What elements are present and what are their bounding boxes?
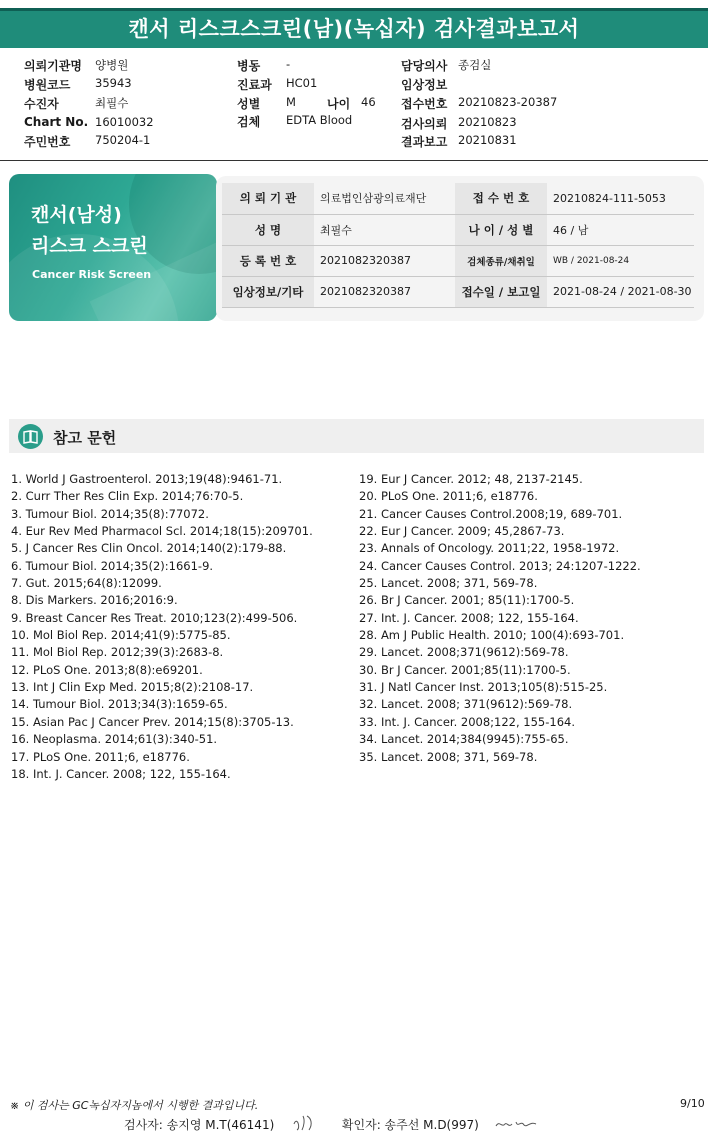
resident-no-value: 750204-1: [95, 133, 151, 147]
receipt-label: 접수번호: [401, 97, 448, 111]
table-row: [222, 245, 694, 276]
report-title: 캔서 리스크스크린(남)(녹십자) 검사결과보고서: [128, 17, 580, 41]
tester: 검사자: 송지영 M.T(46141): [124, 1118, 275, 1132]
result-value: 20210831: [458, 133, 517, 147]
footer-note: ※ 이 검사는 GC녹십자지놈에서 시행한 결과입니다.: [10, 1099, 259, 1112]
reference-item: 29. Lancet. 2008;371(9612):569-78.: [359, 645, 569, 660]
reference-item: 34. Lancet. 2014;384(9945):755-65.: [359, 732, 569, 747]
reference-item: 30. Br J Cancer. 2001;85(11):1700-5.: [359, 662, 571, 677]
table-value: 2021082320387: [314, 245, 455, 276]
receipt-value: 20210823-20387: [458, 95, 558, 109]
reference-item: 8. Dis Markers. 2016;2016:9.: [11, 593, 178, 608]
hero-banner: [9, 174, 217, 321]
reference-item: 2. Curr Ther Res Clin Exp. 2014;76:70-5.: [11, 489, 244, 504]
table-row: [222, 214, 694, 245]
table-value: 46 / 남: [547, 214, 694, 245]
header-divider: [0, 160, 708, 161]
table-label: 임상정보/기타: [222, 276, 314, 307]
reference-item: 22. Eur J Cancer. 2009; 45,2867-73.: [359, 524, 565, 539]
references-header: [9, 419, 704, 453]
reference-item: 3. Tumour Biol. 2014;35(8):77072.: [11, 506, 209, 521]
reference-item: 13. Int J Clin Exp Med. 2015;8(2):2108-17.: [11, 680, 254, 695]
references-list-right: [359, 471, 641, 766]
hospital-code-value: 35943: [95, 76, 132, 90]
reference-item: 19. Eur J Cancer. 2012; 48, 2137-2145.: [359, 472, 583, 486]
confirmer-signature: [494, 1116, 538, 1132]
reference-item: 5. J Cancer Res Clin Oncol. 2014;140(2):179-88.: [11, 541, 287, 556]
reference-item: 12. PLoS One. 2013;8(8):e69201.: [11, 662, 203, 677]
recipient-value: 최필수: [95, 96, 129, 110]
reference-item: 11. Mol Biol Rep. 2012;39(3):2683-8.: [11, 645, 224, 660]
table-label: 접 수 번 호: [455, 183, 547, 214]
institution-value: 양병원: [95, 58, 129, 72]
sex-value: M: [286, 95, 296, 109]
reference-item: 1. World J Gastroenterol. 2013;19(48):9461-71.: [11, 472, 283, 486]
age-label: 나이: [327, 97, 351, 111]
header-info: [0, 55, 708, 159]
hero-title-line1: 캔서(남성): [31, 204, 122, 226]
table-label: 성 명: [222, 214, 314, 245]
table-value: 의료법인삼광의료재단: [314, 183, 455, 214]
reference-item: 23. Annals of Oncology. 2011;22, 1958-1972.: [359, 541, 620, 556]
reference-item: 32. Lancet. 2008; 371(9612):569-78.: [359, 697, 573, 712]
table-label: 의 뢰 기 관: [222, 183, 314, 214]
specimen-label: 검체: [237, 115, 261, 129]
chart-no-value: 16010032: [95, 115, 154, 129]
table-label: 나 이 / 성 별: [455, 214, 547, 245]
reference-item: 10. Mol Biol Rep. 2014;41(9):5775-85.: [11, 628, 231, 643]
reference-item: 21. Cancer Causes Control.2008;19, 689-701.: [359, 506, 623, 521]
reference-item: 6. Tumour Biol. 2014;35(2):1661-9.: [11, 558, 214, 573]
institution-label: 의뢰기관명: [24, 59, 82, 73]
tester-signature: [291, 1110, 319, 1134]
references-list-left: [11, 471, 313, 783]
page-number: 9/10: [680, 1097, 705, 1110]
reference-item: 28. Am J Public Health. 2010; 100(4):693-701.: [359, 628, 625, 643]
reference-item: 4. Eur Rev Med Pharmacol Scl. 2014;18(15):209701.: [11, 524, 313, 539]
table-label: 등 록 번 호: [222, 245, 314, 276]
resident-no-label: 주민번호: [24, 135, 71, 149]
book-icon: [18, 424, 43, 449]
table-row: [222, 183, 694, 214]
recipient-label: 수진자: [24, 97, 59, 111]
reference-item: 18. Int. J. Cancer. 2008; 122, 155-164.: [11, 766, 231, 781]
table-label: 검체종류/채취일: [455, 245, 547, 276]
reference-item: 14. Tumour Biol. 2013;34(3):1659-65.: [11, 697, 228, 712]
report-title-bar: [0, 8, 708, 48]
clinical-label: 임상정보: [401, 78, 448, 92]
dept-label: 진료과: [237, 78, 272, 92]
reference-item: 9. Breast Cancer Res Treat. 2010;123(2):499-506.: [11, 610, 298, 625]
table-value: WB / 2021-08-24: [547, 245, 694, 276]
dept-value: HC01: [286, 76, 318, 90]
reference-item: 17. PLoS One. 2011;6, e18776.: [11, 749, 190, 764]
ward-label: 병동: [237, 59, 261, 73]
specimen-value: EDTA Blood: [286, 113, 353, 127]
reference-item: 35. Lancet. 2008; 371, 569-78.: [359, 749, 538, 764]
table-value: 20210824-111-5053: [547, 183, 694, 214]
sex-label: 성별: [237, 97, 261, 111]
reference-item: 33. Int. J. Cancer. 2008;122, 155-164.: [359, 714, 576, 729]
table-label: 접수일 / 보고일: [455, 276, 547, 307]
hero-subtitle: Cancer Risk Screen: [32, 268, 152, 281]
confirmer: 확인자: 송주선 M.D(997): [341, 1118, 479, 1132]
result-label: 결과보고: [401, 135, 448, 149]
patient-table: [222, 183, 694, 308]
age-value: 46: [361, 95, 376, 109]
reference-item: 20. PLoS One. 2011;6, e18776.: [359, 489, 538, 504]
table-value: 2021-08-24 / 2021-08-30: [547, 276, 694, 307]
request-value: 20210823: [458, 115, 517, 129]
reference-item: 15. Asian Pac J Cancer Prev. 2014;15(8):3705-13.: [11, 714, 294, 729]
doctor-value: 종검실: [458, 58, 492, 72]
table-value: 최필수: [314, 214, 455, 245]
doctor-label: 담당의사: [401, 59, 448, 73]
table-row: [222, 276, 694, 307]
hospital-code-label: 병원코드: [24, 78, 71, 92]
request-label: 검사의뢰: [401, 117, 448, 131]
references-title: 참고 문헌: [53, 429, 117, 447]
ward-value: -: [286, 57, 291, 71]
reference-item: 24. Cancer Causes Control. 2013; 24:1207-1222.: [359, 558, 641, 573]
chart-no-label: Chart No.: [24, 115, 89, 129]
reference-item: 25. Lancet. 2008; 371, 569-78.: [359, 576, 538, 591]
reference-item: 26. Br J Cancer. 2001; 85(11):1700-5.: [359, 593, 575, 608]
reference-item: 27. Int. J. Cancer. 2008; 122, 155-164.: [359, 610, 579, 625]
reference-item: 7. Gut. 2015;64(8):12099.: [11, 576, 162, 591]
reference-item: 16. Neoplasma. 2014;61(3):340-51.: [11, 732, 218, 747]
hero-title-line2: 리스크 스크린: [31, 235, 148, 257]
table-value: 2021082320387: [314, 276, 455, 307]
reference-item: 31. J Natl Cancer Inst. 2013;105(8):515-25.: [359, 680, 608, 695]
